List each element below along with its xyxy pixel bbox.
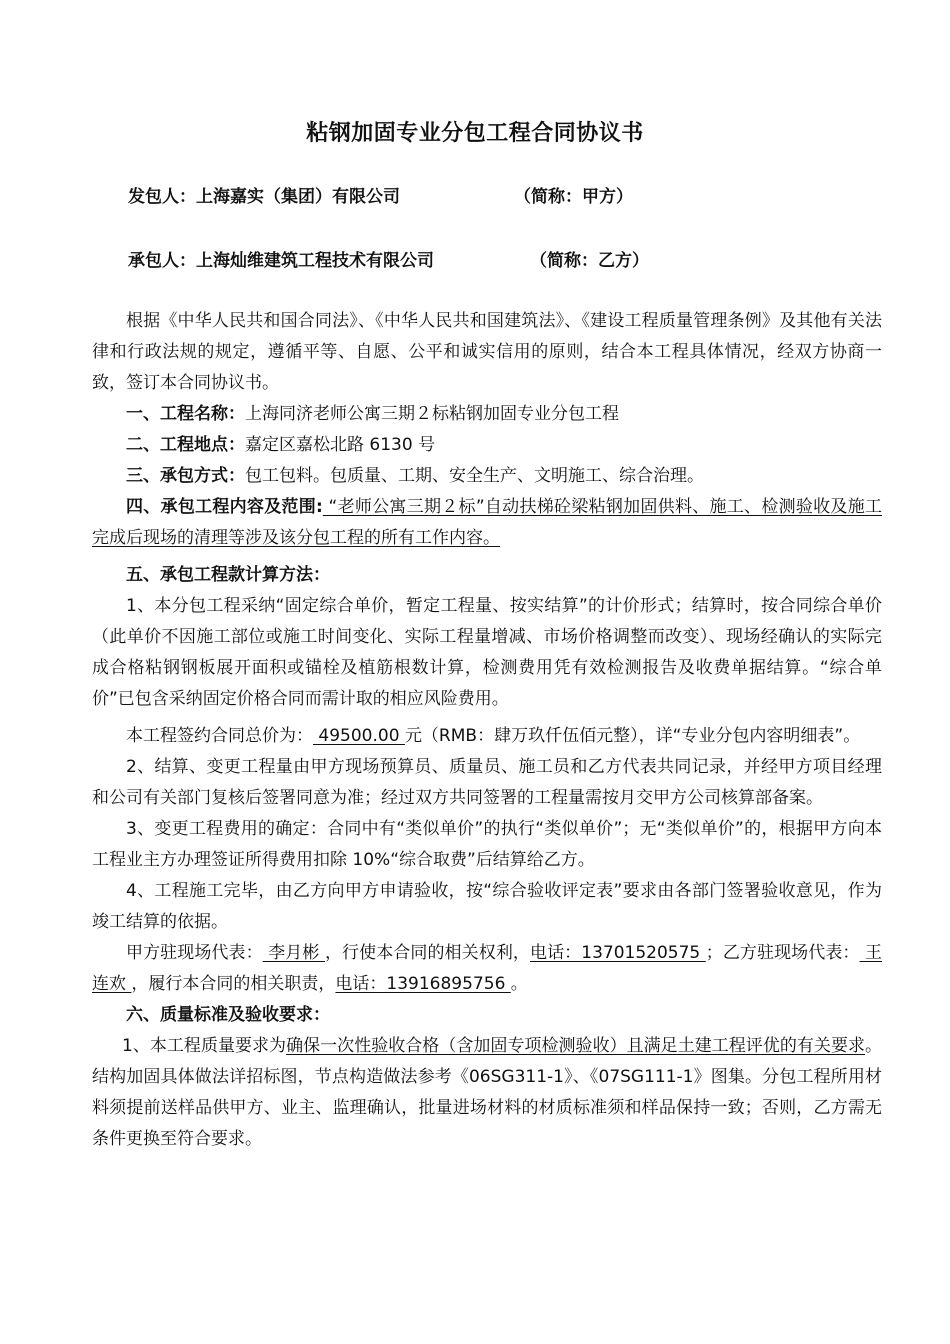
- section-6-item-1-rest: 。结构加固具体做法详招标图，节点构造做法参考《06SG311-1》、《07SG111-1》图集。分包工程所用材料须提前送样品供甲方、业主、监理确认，批量进场材料的材质标准须和样品保持一致；否则，乙方需无条件更换至符合要求。: [92, 1036, 882, 1149]
- contract-total-prefix: 本工程签约合同总价为：: [126, 726, 313, 746]
- section-3-text: 包工包料。包质量、工期、安全生产、文明施工、综合治理。: [245, 466, 704, 486]
- contract-body: [92, 306, 882, 1155]
- section-3-contract-mode: [92, 461, 882, 492]
- employer-abbr: （简称：甲方）: [514, 187, 633, 207]
- rep-a-phone: 电话：13701520575: [530, 943, 706, 963]
- contractor-line: [128, 246, 649, 271]
- section-3-label: 三、承包方式：: [126, 466, 245, 486]
- intro-paragraph: 根据《中华人民共和国合同法》、《中华人民共和国建筑法》、《建设工程质量管理条例》及其他有关法律和行政法规的规定，遵循平等、自愿、公平和诚实信用的原则，结合本工程具体情况，经双方协商一致，签订本合同协议书。: [92, 311, 882, 393]
- employer-line: [128, 182, 633, 207]
- rep-b-prefix: ；乙方驻现场代表：: [705, 943, 860, 963]
- employer-label: 发包人：: [128, 187, 196, 207]
- section-6-item-1-underlined: 确保一次性验收合格（含加固专项检测验收）且满足土建工程评优的有关要求: [286, 1036, 865, 1056]
- rep-b-name: 王连欢: [92, 943, 883, 994]
- rep-b-phone: 电话：13916895756: [335, 974, 511, 994]
- section-5-item-1: 1、本分包工程采纳“固定综合单价，暂定工程量、按实结算”的计价形式；结算时，按合同综合单价（此单价不因施工部位或施工时间变化、实际工程量增减、市场价格调整而改变）、现场经确认的实际完成合格粘钢钢板展开面积或锚栓及植筋根数计算，检测费用凭有效检测报告及收费单据结算。“综合单价”已包含采纳固定价格合同而需计取的相应风险费用。: [92, 596, 882, 709]
- contractor-abbr: （简称：乙方）: [530, 251, 649, 271]
- section-5-item-3: 3、变更工程费用的确定：合同中有“类似单价”的执行“类似单价”；无“类似单价”的，根据甲方向本工程业主方办理签证所得费用扣除 10%“综合取费”后结算给乙方。: [92, 819, 882, 870]
- contract-total-suffix: 元（RMB：肆万玖仟伍佰元整），详“专业分包内容明细表”。: [404, 726, 861, 746]
- employer-name: 上海嘉实（集团）有限公司: [196, 187, 400, 207]
- rep-a-prefix: 甲方驻现场代表：: [126, 943, 263, 963]
- section-2-project-location: [92, 430, 882, 461]
- rep-a-name: 李月彬: [262, 943, 325, 963]
- section-5-heading: 五、承包工程款计算方法：: [126, 565, 330, 585]
- rep-a-mid: ，行使本合同的相关权利，: [324, 943, 530, 963]
- site-representatives-paragraph: [92, 938, 882, 1000]
- section-1-project-name: [92, 399, 882, 430]
- section-6-item-1-prefix: 1、本工程质量要求为: [122, 1036, 287, 1056]
- section-4-label: 四、承包工程内容及范围:: [126, 497, 323, 517]
- section-2-label: 二、工程地点：: [126, 435, 245, 455]
- section-1-text: 上海同济老师公寓三期２标粘钢加固专业分包工程: [245, 404, 619, 424]
- rep-b-mid: ，履行本合同的相关职责，: [131, 974, 336, 994]
- contract-total-amount: 49500.00: [313, 726, 405, 746]
- rep-end: 。: [510, 974, 528, 994]
- section-4-scope: [92, 492, 882, 554]
- section-4-text: “老师公寓三期２标”自动扶梯砼梁粘钢加固供料、施工、检测验收及施工完成后现场的清理等涉及该分包工程的所有工作内容。: [92, 497, 882, 548]
- section-5-item-2: 2、结算、变更工程量由甲方现场预算员、质量员、施工员和乙方代表共同记录，并经甲方项目经理和公司有关部门复核后签署同意为准；经过双方共同签署的工程量需按月交甲方公司核算部备案。: [92, 757, 882, 808]
- section-6-heading: 六、质量标准及验收要求：: [126, 1005, 330, 1025]
- section-2-text: 嘉定区嘉松北路 6130 号: [245, 435, 436, 455]
- contractor-name: 上海灿维建筑工程技术有限公司: [196, 251, 434, 271]
- document-title: 粘钢加固专业分包工程合同协议书: [306, 121, 644, 146]
- section-5-item-4: 4、工程施工完毕，由乙方向甲方申请验收，按“综合验收评定表”要求由各部门签署验收意见，作为竣工结算的依据。: [92, 881, 882, 932]
- section-6-item-1: [92, 1031, 882, 1155]
- section-1-label: 一、工程名称：: [126, 404, 245, 424]
- contract-total-paragraph: [92, 721, 882, 752]
- contractor-label: 承包人：: [128, 251, 196, 271]
